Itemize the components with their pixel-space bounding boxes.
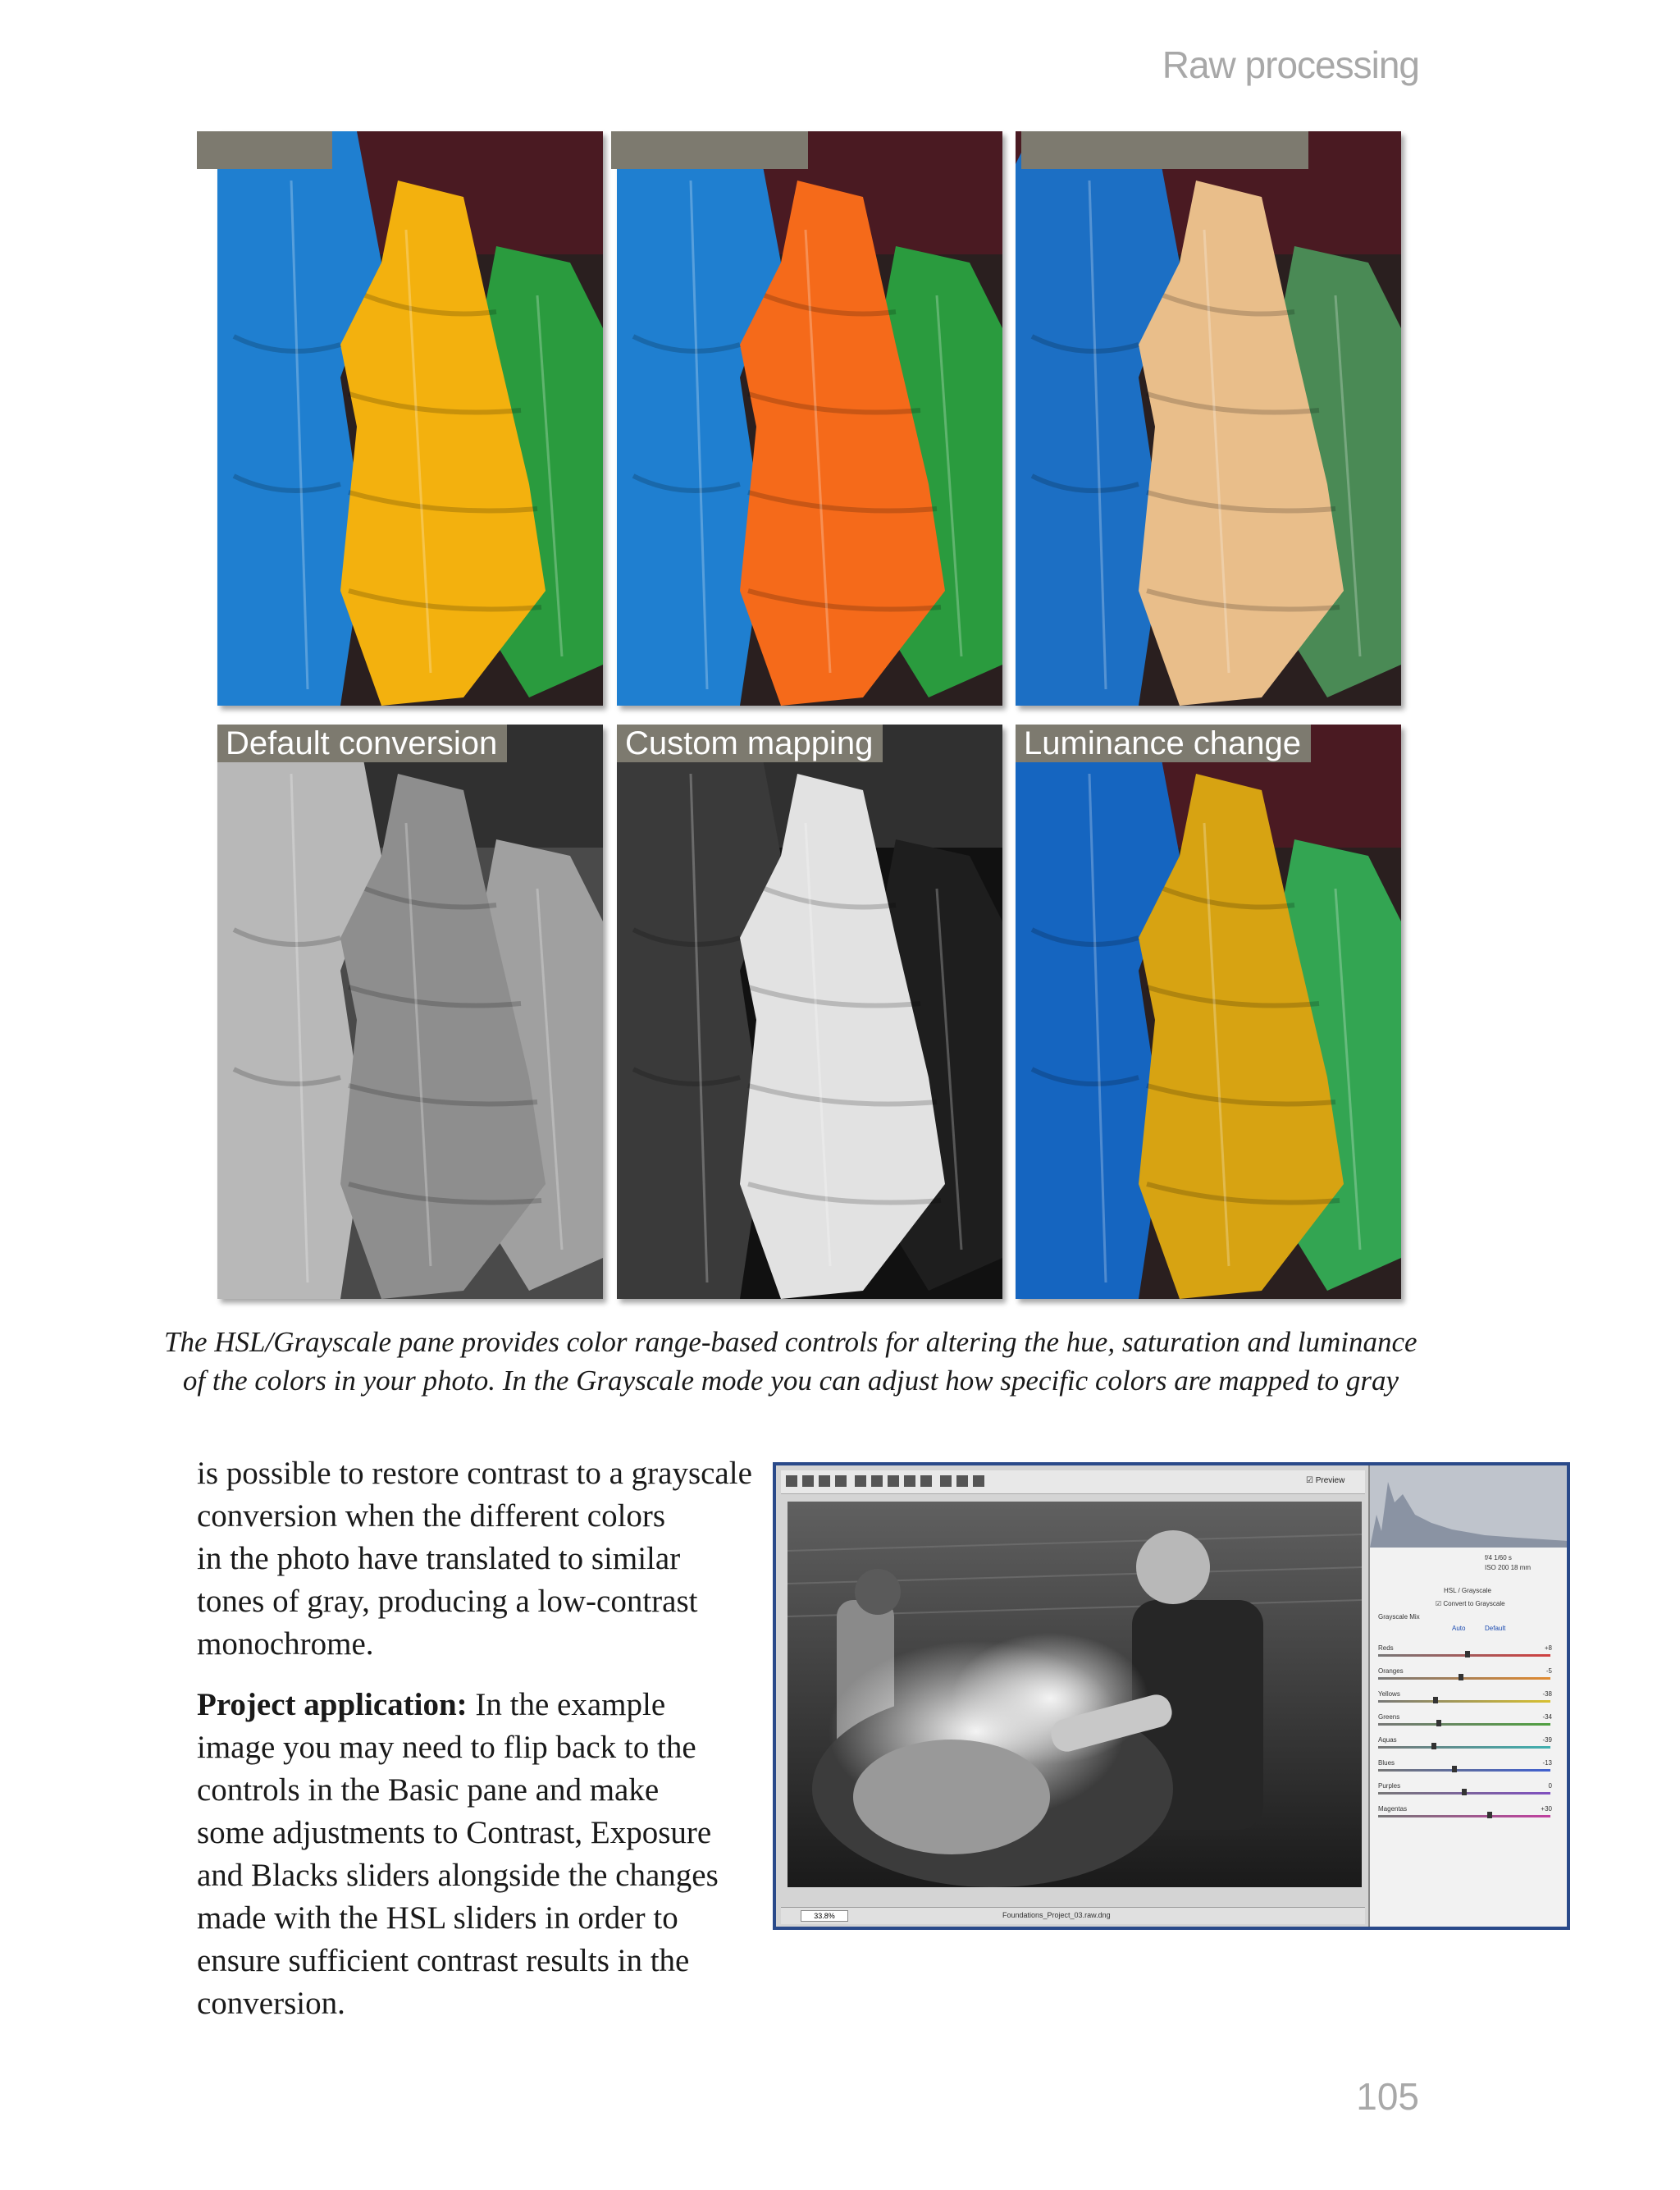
slider-greens[interactable] — [1378, 1713, 1560, 1721]
page-number: 105 — [1356, 2075, 1419, 2118]
slider-thumb[interactable] — [1462, 1789, 1467, 1795]
slider-value: +30 — [1541, 1805, 1552, 1813]
custom-mapping-photo — [617, 725, 1002, 1299]
text-line: is possible to restore contrast to a grayscale — [197, 1456, 752, 1491]
zoom-select[interactable]: 33.8% — [801, 1910, 848, 1922]
text-line: ensure sufficient contrast results in the — [197, 1943, 690, 1978]
luminance-change-photo — [1016, 725, 1401, 1299]
slider-label: Purples — [1378, 1782, 1401, 1790]
camera-raw-screenshot — [773, 1462, 1570, 1930]
slider-value: -5 — [1545, 1667, 1552, 1675]
slider-blues[interactable] — [1378, 1759, 1560, 1767]
lead-in: Project application: — [197, 1687, 468, 1722]
figure-caption — [164, 1323, 1418, 1400]
slider-thumb[interactable] — [1433, 1697, 1438, 1703]
text-line: image you may need to flip back to the — [197, 1730, 696, 1765]
slider-label: Greens — [1378, 1713, 1400, 1721]
status-bar — [781, 1907, 1365, 1924]
running-head: Raw processing — [1162, 43, 1419, 86]
text-line: conversion. — [197, 1986, 345, 2021]
slider-label: Blues — [1378, 1759, 1395, 1767]
slider-value: -38 — [1542, 1690, 1552, 1698]
text-line: in the photo have translated to similar — [197, 1541, 681, 1576]
label-tab — [1021, 131, 1308, 169]
default-conversion-label: Default conversion — [217, 725, 507, 762]
auto-link[interactable]: Auto — [1452, 1625, 1466, 1632]
slider-thumb[interactable] — [1459, 1674, 1463, 1680]
slider-label: Aquas — [1378, 1736, 1397, 1744]
slider-label: Magentas — [1378, 1805, 1408, 1813]
slider-aquas[interactable] — [1378, 1736, 1560, 1744]
slider-thumb[interactable] — [1452, 1766, 1457, 1772]
brush-icon — [920, 1475, 932, 1487]
slider-track[interactable] — [1378, 1677, 1550, 1680]
custom-mapping-label: Custom mapping — [617, 725, 883, 762]
preview-checkbox[interactable]: ☑ Preview — [1306, 1476, 1345, 1485]
slider-track[interactable] — [1378, 1654, 1550, 1657]
histogram — [1370, 1465, 1568, 1548]
label-tab — [611, 131, 808, 169]
slider-track[interactable] — [1378, 1700, 1550, 1703]
text-line: made with the HSL sliders in order to — [197, 1900, 678, 1936]
text-line: and Blacks sliders alongside the changes — [197, 1858, 719, 1893]
text-run: In the example — [467, 1687, 666, 1722]
slider-value: -13 — [1542, 1759, 1552, 1767]
color-sampler-icon — [835, 1475, 847, 1487]
slider-oranges[interactable] — [1378, 1667, 1560, 1675]
caption-line: The HSL/Grayscale pane provides color range-based controls for altering the hue, saturation and luminance — [164, 1326, 1418, 1358]
rotate-right-icon — [973, 1475, 984, 1487]
hand-tool-icon — [802, 1475, 814, 1487]
rotate-left-icon — [956, 1475, 968, 1487]
default-link[interactable]: Default — [1485, 1625, 1506, 1632]
exif-info: f/4 1/60 s — [1485, 1554, 1512, 1561]
slider-reds[interactable] — [1378, 1644, 1560, 1652]
slider-value: -34 — [1542, 1713, 1552, 1721]
zoom-tool-icon — [786, 1475, 797, 1487]
text-line — [197, 1684, 755, 1726]
paragraph — [197, 1452, 755, 1666]
paragraph — [197, 1684, 755, 2025]
text-line: some adjustments to Contrast, Exposure — [197, 1815, 712, 1850]
grayscale-mix-label: Grayscale Mix — [1378, 1613, 1420, 1621]
slider-track[interactable] — [1378, 1746, 1550, 1749]
slider-value: 0 — [1548, 1782, 1552, 1790]
slider-thumb[interactable] — [1487, 1812, 1492, 1818]
retouch-icon — [888, 1475, 899, 1487]
luminance-change-label: Luminance change — [1016, 725, 1311, 762]
preview-image — [788, 1502, 1362, 1887]
text-line: tones of gray, producing a low-contrast — [197, 1584, 698, 1619]
slider-value: -39 — [1542, 1736, 1552, 1744]
convert-label: Convert to Grayscale — [1443, 1600, 1505, 1607]
default-conversion-photo — [217, 725, 603, 1299]
adjustment-panel — [1368, 1465, 1568, 1927]
body-text — [197, 1452, 755, 2043]
slider-track[interactable] — [1378, 1815, 1550, 1817]
label-tab — [197, 131, 332, 169]
slider-track[interactable] — [1378, 1723, 1550, 1726]
slider-label: Oranges — [1378, 1667, 1404, 1675]
straighten-icon — [871, 1475, 883, 1487]
slider-track[interactable] — [1378, 1769, 1550, 1772]
toolbar — [781, 1470, 1365, 1494]
desaturated-photo — [1016, 131, 1401, 706]
exif-info: ISO 200 18 mm — [1485, 1564, 1532, 1571]
slider-label: Reds — [1378, 1644, 1394, 1652]
slider-thumb[interactable] — [1431, 1743, 1436, 1749]
caption-line: of the colors in your photo. In the Grayscale mode you can adjust how specific colors are mapped to gray — [182, 1365, 1399, 1397]
text-line: monochrome. — [197, 1626, 374, 1662]
slider-purples[interactable] — [1378, 1782, 1560, 1790]
slider-yellows[interactable] — [1378, 1690, 1560, 1698]
slider-thumb[interactable] — [1436, 1720, 1441, 1726]
preferences-icon — [940, 1475, 952, 1487]
slider-label: Yellows — [1378, 1690, 1400, 1698]
slider-value: +8 — [1544, 1644, 1552, 1652]
text-line: conversion when the different colors — [197, 1498, 666, 1534]
red-eye-icon — [904, 1475, 915, 1487]
text-line: controls in the Basic pane and make — [197, 1772, 660, 1808]
eyedropper-icon — [819, 1475, 830, 1487]
slider-thumb[interactable] — [1465, 1651, 1470, 1657]
panel-title: HSL / Grayscale — [1444, 1587, 1491, 1594]
preview-label: Preview — [1315, 1476, 1345, 1485]
slider-magentas[interactable] — [1378, 1805, 1560, 1813]
filename: Foundations_Project_03.raw.dng — [1002, 1911, 1111, 1919]
custom-hue-photo — [617, 131, 1002, 706]
crop-icon — [855, 1475, 866, 1487]
convert-grayscale-checkbox[interactable]: ☑ Convert to Grayscale — [1436, 1600, 1505, 1607]
original-color-photo — [217, 131, 603, 706]
